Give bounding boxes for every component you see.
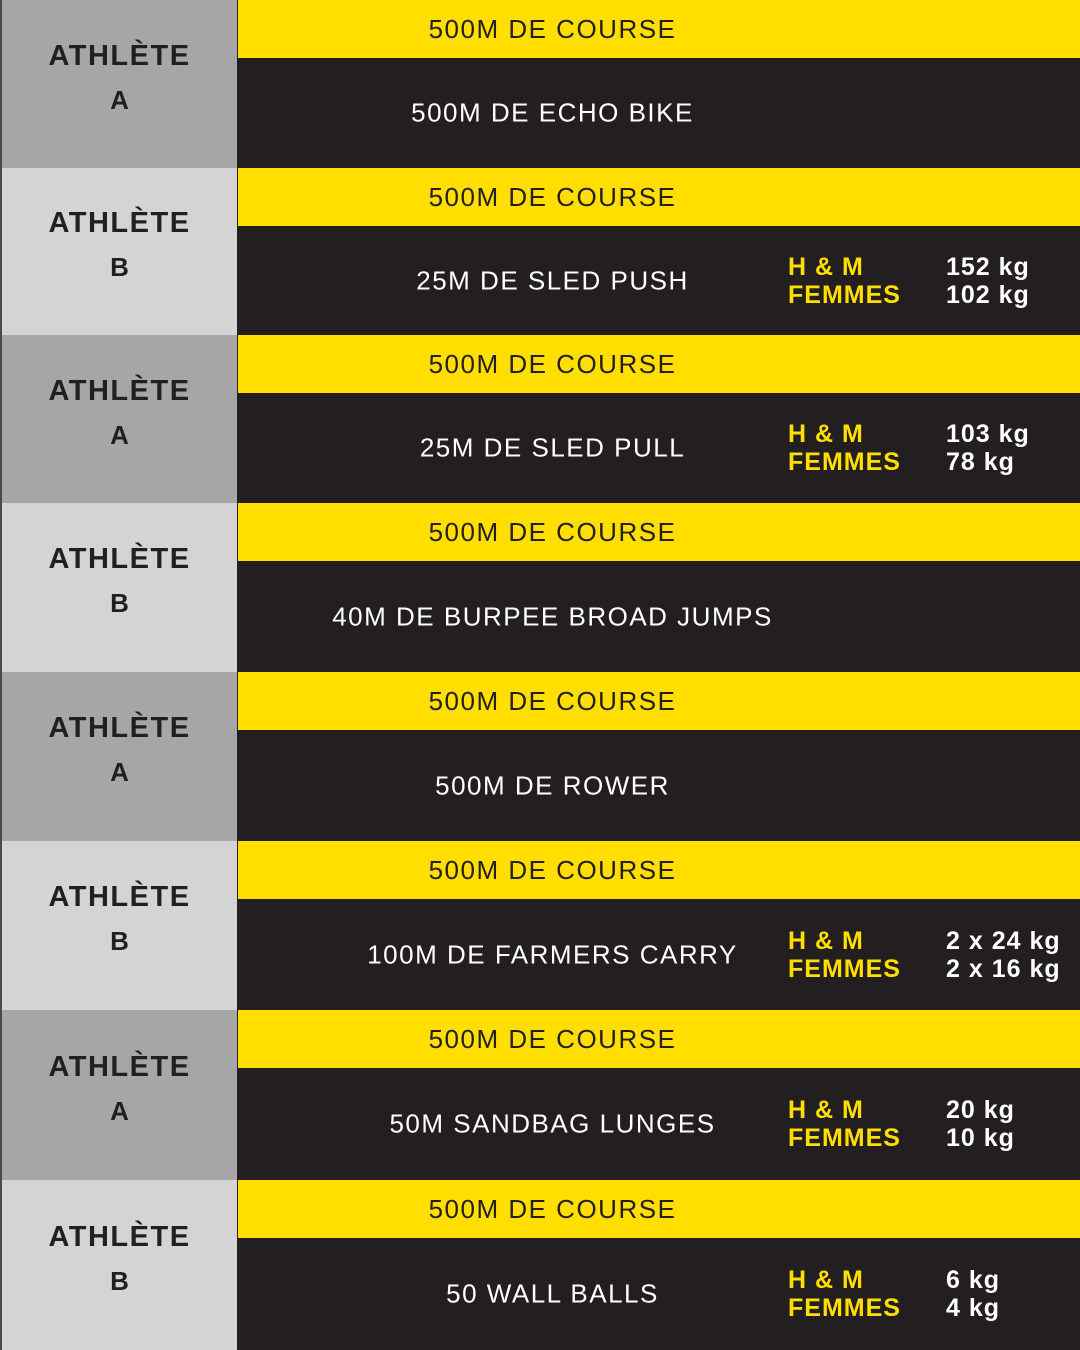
- category-women: FEMMES: [788, 1124, 901, 1152]
- category-women: FEMMES: [788, 448, 901, 476]
- weight-values: [946, 1266, 1000, 1322]
- station-row: [238, 393, 1080, 503]
- athlete-cell: [0, 841, 237, 1010]
- athlete-letter: A: [110, 419, 129, 450]
- run-bar: [238, 1010, 1080, 1068]
- athlete-letter: A: [110, 1095, 129, 1126]
- athlete-cell: [0, 1010, 237, 1180]
- weight-values: [946, 1096, 1015, 1152]
- category-mixed: H & M: [788, 926, 864, 955]
- run-bar: [238, 335, 1080, 393]
- run-bar: [238, 0, 1080, 58]
- athlete-label: ATHLÈTE: [48, 543, 191, 575]
- athlete-label: ATHLÈTE: [48, 712, 191, 744]
- run-bar: [238, 1180, 1080, 1238]
- athlete-cell: [0, 0, 237, 168]
- category-labels: [788, 1266, 901, 1322]
- category-mixed: H & M: [788, 420, 864, 448]
- athlete-cell: [0, 335, 237, 503]
- athlete-letter: A: [110, 84, 129, 115]
- athlete-letter: B: [110, 252, 129, 282]
- weight-women: 2 x 16 kg: [946, 954, 1061, 983]
- category-labels: [788, 1096, 901, 1152]
- athlete-label: ATHLÈTE: [48, 1220, 191, 1253]
- category-mixed: H & M: [788, 1266, 864, 1294]
- athlete-label: ATHLÈTE: [48, 374, 191, 407]
- athlete-label: ATHLÈTE: [48, 881, 191, 913]
- station-row: [238, 899, 1080, 1010]
- athlete-letter: B: [110, 1265, 129, 1296]
- run-bar: [238, 503, 1080, 561]
- category-labels: [788, 927, 901, 983]
- workout-block-7: [0, 1010, 1080, 1180]
- run-label: 500M DE COURSE: [428, 13, 677, 44]
- station-row: [238, 1068, 1080, 1180]
- weight-mixed: 103 kg: [946, 420, 1030, 448]
- station-name: 500M DE ROWER: [435, 770, 670, 800]
- run-label: 500M DE COURSE: [428, 685, 677, 716]
- station-name: 50 WALL BALLS: [446, 1278, 659, 1309]
- run-label: 500M DE COURSE: [428, 1023, 677, 1054]
- workout-block-6: [0, 841, 1080, 1010]
- station-name: 40M DE BURPEE BROAD JUMPS: [332, 601, 773, 631]
- workout-block-4: [0, 503, 1080, 672]
- athlete-cell: [0, 672, 237, 841]
- run-label: 500M DE COURSE: [428, 181, 677, 212]
- run-bar: [238, 168, 1080, 226]
- athlete-letter: A: [110, 757, 129, 787]
- weight-women: 78 kg: [946, 448, 1015, 476]
- run-bar: [238, 841, 1080, 899]
- athlete-letter: B: [110, 588, 129, 618]
- athlete-cell: [0, 168, 237, 335]
- weight-values: [946, 253, 1030, 309]
- weight-women: 10 kg: [946, 1124, 1015, 1152]
- station-name: 25M DE SLED PULL: [419, 432, 686, 463]
- category-labels: [788, 253, 901, 309]
- workout-block-1: [0, 0, 1080, 168]
- run-label: 500M DE COURSE: [428, 516, 677, 547]
- weight-mixed: 152 kg: [946, 252, 1030, 281]
- station-name: 50M SANDBAG LUNGES: [389, 1108, 716, 1139]
- category-women: FEMMES: [788, 1294, 901, 1322]
- station-row: [238, 58, 1080, 168]
- category-mixed: H & M: [788, 252, 864, 281]
- category-women: FEMMES: [788, 954, 901, 983]
- weight-mixed: 2 x 24 kg: [946, 926, 1061, 955]
- station-row: [238, 226, 1080, 335]
- weight-values: [946, 927, 1061, 983]
- category-mixed: H & M: [788, 1096, 864, 1124]
- run-label: 500M DE COURSE: [428, 1193, 677, 1224]
- weight-mixed: 6 kg: [946, 1266, 1001, 1294]
- station-row: [238, 730, 1080, 841]
- athlete-cell: [0, 1180, 237, 1350]
- station-name: 25M DE SLED PUSH: [416, 265, 689, 295]
- athlete-label: ATHLÈTE: [48, 207, 191, 239]
- station-row: [238, 1238, 1080, 1350]
- station-name: 500M DE ECHO BIKE: [411, 97, 694, 128]
- weight-values: [946, 420, 1030, 476]
- category-women: FEMMES: [788, 280, 901, 309]
- category-labels: [788, 420, 901, 476]
- weight-women: 4 kg: [946, 1294, 1001, 1322]
- run-label: 500M DE COURSE: [428, 348, 677, 379]
- workout-block-8: [0, 1180, 1080, 1350]
- workout-block-5: [0, 672, 1080, 841]
- run-bar: [238, 672, 1080, 730]
- station-row: [238, 561, 1080, 672]
- station-name: 100M DE FARMERS CARRY: [367, 939, 738, 969]
- weight-women: 102 kg: [946, 280, 1030, 309]
- workout-block-3: [0, 335, 1080, 503]
- athlete-cell: [0, 503, 237, 672]
- athlete-label: ATHLÈTE: [48, 1050, 191, 1083]
- athlete-letter: B: [110, 926, 129, 956]
- run-label: 500M DE COURSE: [428, 854, 677, 885]
- weight-mixed: 20 kg: [946, 1096, 1015, 1124]
- athlete-label: ATHLÈTE: [48, 39, 191, 72]
- workout-block-2: [0, 168, 1080, 335]
